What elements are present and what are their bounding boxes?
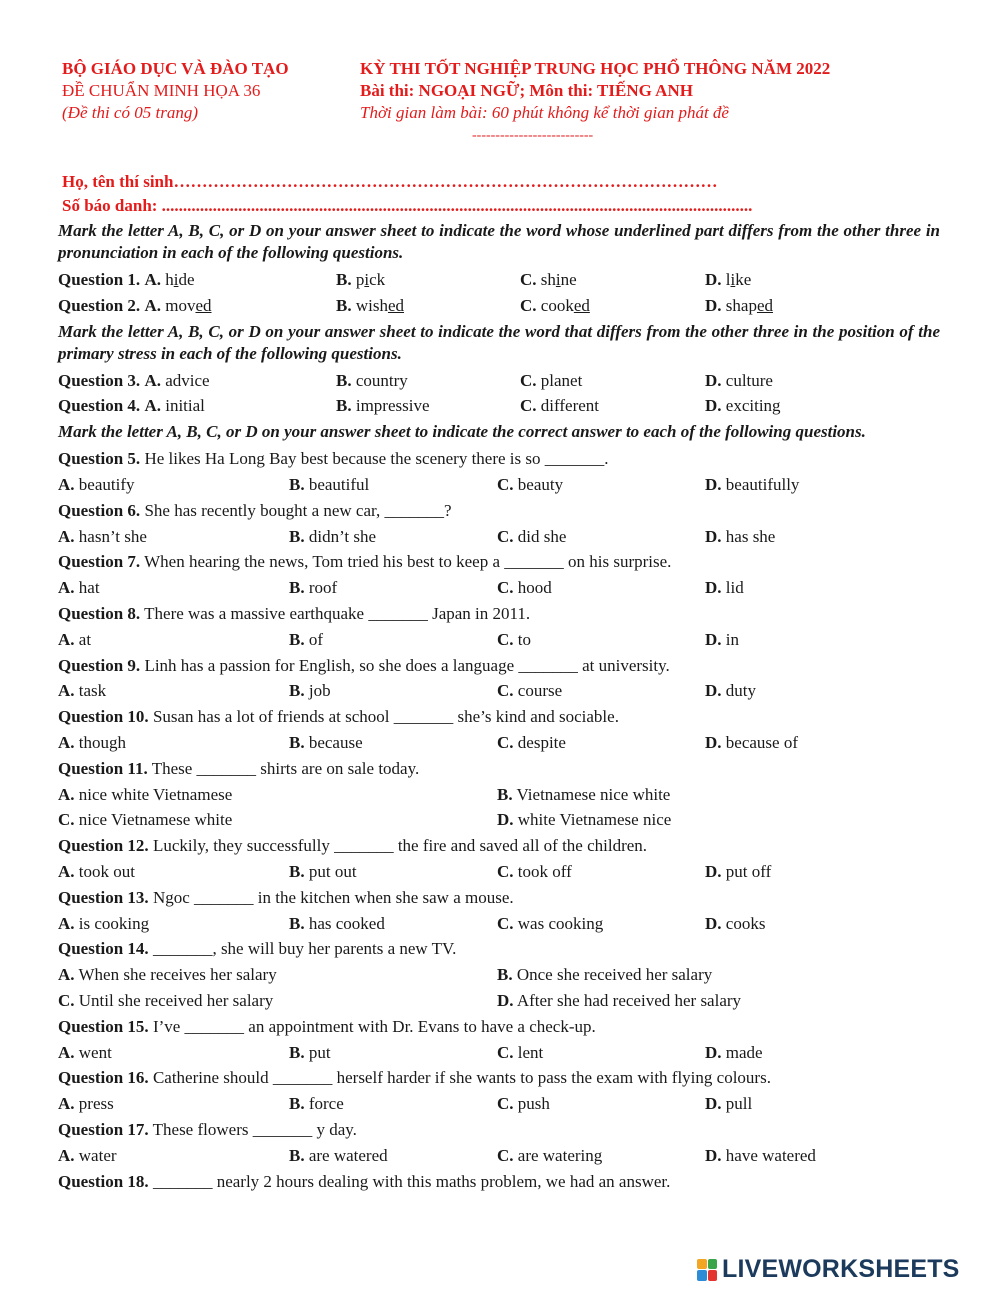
- option-d: [705, 730, 798, 756]
- question-13-options: [58, 911, 940, 937]
- question-4: Question 4. A. initial B. impressive C. different D. exciting: [58, 396, 781, 416]
- option-text: because of: [725, 732, 798, 752]
- option-c: [497, 575, 552, 601]
- underlined-part: ed: [387, 295, 405, 315]
- logo-icon: [697, 1259, 717, 1281]
- question-11-options-row2: [58, 807, 940, 833]
- option-text: of: [308, 629, 324, 649]
- option-letter: B.: [289, 1042, 305, 1062]
- option-c: [58, 807, 232, 833]
- option-a: [58, 678, 106, 704]
- option-text: went: [78, 1042, 112, 1062]
- question-text: I’ve _______ an appointment with Dr. Evans to have a check-up.: [152, 1016, 596, 1036]
- option-letter: A.: [58, 732, 75, 752]
- option-letter: C.: [497, 1094, 514, 1114]
- underlined-part: ed: [195, 295, 212, 315]
- option-text: press: [78, 1094, 114, 1114]
- option-d: [705, 472, 799, 498]
- subject-line: Bài thi: NGOẠI NGỮ; Môn thi: TIẾNG ANH: [360, 81, 693, 100]
- option-text: course: [517, 681, 563, 701]
- underlined-part: i: [555, 270, 561, 289]
- option-text: hat: [78, 578, 100, 598]
- option-letter: A.: [58, 861, 75, 881]
- question-text: He likes Ha Long Bay best because the scenery there is so _______.: [144, 449, 609, 469]
- option-a: [58, 472, 134, 498]
- question-number: Question 2.: [58, 295, 141, 315]
- option-text: made: [725, 1042, 763, 1062]
- option-letter: D.: [705, 578, 722, 598]
- option-a: [58, 911, 149, 937]
- option-letter: C.: [497, 578, 514, 598]
- header-separator: --------------------------: [472, 128, 594, 143]
- option-text: took out: [78, 861, 135, 881]
- option-letter: A.: [58, 629, 75, 649]
- question-text: Catherine should _______ herself harder if she wants to pass the exam with flying colours.: [152, 1068, 771, 1088]
- underlined-part: i: [730, 270, 736, 289]
- option-b: [289, 1143, 388, 1169]
- question-text: There was a massive earthquake _______ Japan in 2011.: [144, 603, 531, 623]
- option-letter: C.: [497, 629, 514, 649]
- option-a: [58, 1040, 112, 1066]
- option-text: because: [308, 732, 363, 752]
- question-7-stem: [58, 549, 940, 575]
- option-text: lent: [517, 1042, 544, 1062]
- option-letter: D.: [705, 913, 722, 933]
- option-c: [497, 524, 566, 550]
- option-text: duty: [725, 681, 757, 701]
- option-letter: C.: [497, 1042, 514, 1062]
- option-text: After she had received her salary: [516, 990, 742, 1010]
- question-6-stem: [58, 498, 940, 524]
- question-text: When hearing the news, Tom tried his best to keep a _______ on his surprise.: [144, 552, 672, 572]
- instruction-stress: Mark the letter A, B, C, or D on your answer sheet to indicate the word that differs from the other three in the position of the primary stress in each of the following questions.: [58, 321, 940, 363]
- option-text: roof: [308, 578, 338, 598]
- option-letter: B.: [289, 629, 305, 649]
- option-b: [497, 962, 712, 988]
- option-b: [289, 472, 369, 498]
- question-16-options: [58, 1091, 940, 1117]
- option-d: [705, 1091, 752, 1117]
- question-3: Question 3. A. advice B. country C. planet D. culture: [58, 370, 773, 390]
- option-b: [289, 678, 331, 704]
- option-letter: A.: [58, 578, 75, 598]
- option-letter: B.: [289, 861, 305, 881]
- candidate-name-line: Họ, tên thí sinh……………………………………………………………………………………: [62, 172, 718, 191]
- option-letter: C.: [497, 732, 514, 752]
- option-letter: A.: [58, 526, 75, 546]
- question-14-options-row2: [58, 988, 940, 1014]
- question-7-options: [58, 575, 940, 601]
- option-letter: B.: [289, 732, 305, 752]
- time-note: Thời gian làm bài: 60 phút không kể thời gian phát đề: [360, 103, 729, 122]
- option-letter: B.: [289, 1094, 305, 1114]
- option-text: beauty: [517, 474, 564, 494]
- question-16-stem: [58, 1065, 940, 1091]
- option-text: job: [308, 681, 331, 701]
- option-a: [58, 524, 147, 550]
- question-text: Susan has a lot of friends at school _______ she’s kind and sociable.: [152, 707, 619, 727]
- option-text: is cooking: [78, 913, 150, 933]
- option-text: though: [78, 732, 127, 752]
- option-letter: A.: [58, 965, 75, 985]
- option-text: beautifully: [725, 474, 800, 494]
- option-text: pull: [725, 1094, 753, 1114]
- option-b: [289, 1091, 344, 1117]
- question-number: Question 14.: [58, 939, 149, 959]
- option-text: has cooked: [308, 913, 385, 933]
- question-2: Question 2. A. moved B. wished C. cooked D. shaped: [58, 295, 773, 315]
- option-c: [497, 1143, 602, 1169]
- option-text: hasn’t she: [78, 526, 147, 546]
- question-10-stem: [58, 704, 940, 730]
- option-b: [289, 524, 376, 550]
- option-b: [497, 782, 670, 808]
- option-letter: B.: [497, 965, 513, 985]
- option-letter: A.: [58, 1145, 75, 1165]
- option-b: [289, 575, 337, 601]
- question-10-options: [58, 730, 940, 756]
- option-d: [705, 627, 739, 653]
- option-d: [705, 911, 765, 937]
- option-letter: A.: [58, 1042, 75, 1062]
- option-text: despite: [517, 732, 566, 752]
- option-text: to: [517, 629, 532, 649]
- option-text: put out: [308, 861, 357, 881]
- option-letter: C.: [58, 990, 75, 1010]
- option-letter: B.: [289, 681, 305, 701]
- question-18-stem: [58, 1169, 940, 1195]
- question-12-options: [58, 859, 940, 885]
- option-letter: A.: [58, 913, 75, 933]
- option-d: [497, 988, 741, 1014]
- question-number: Question 1.: [58, 270, 141, 289]
- question-number: Question 7.: [58, 552, 141, 572]
- question-number: Question 4.: [58, 396, 141, 416]
- liveworksheets-logo: [697, 1255, 960, 1284]
- option-text: Until she received her salary: [78, 990, 274, 1010]
- option-letter: C.: [58, 810, 75, 830]
- option-text: didn’t she: [308, 526, 377, 546]
- question-text: _______ nearly 2 hours dealing with this maths problem, we had an answer.: [152, 1171, 671, 1191]
- question-17-options: [58, 1143, 940, 1169]
- question-text: She has recently bought a new car, _______?: [144, 500, 452, 520]
- option-b: [289, 627, 323, 653]
- exam-title: KỲ THI TỐT NGHIỆP TRUNG HỌC PHỔ THÔNG NĂM 2022: [360, 59, 831, 78]
- option-letter: C.: [497, 913, 514, 933]
- question-number: Question 17.: [58, 1119, 149, 1139]
- option-letter: A.: [58, 1094, 75, 1114]
- option-c: [497, 730, 566, 756]
- option-letter: C.: [497, 1145, 514, 1165]
- option-c: [497, 859, 572, 885]
- question-number: Question 13.: [58, 887, 149, 907]
- question-text: Ngoc _______ in the kitchen when she saw a mouse.: [152, 887, 514, 907]
- option-c: [497, 1040, 543, 1066]
- question-text: These _______ shirts are on sale today.: [151, 758, 420, 778]
- option-text: beautify: [78, 474, 135, 494]
- question-11-options-row1: [58, 782, 940, 808]
- logo-text: LIVEWORKSHEETS: [722, 1255, 960, 1283]
- underlined-part: i: [364, 270, 370, 289]
- option-a: [58, 1143, 117, 1169]
- option-text: water: [78, 1145, 117, 1165]
- option-letter: C.: [497, 861, 514, 881]
- option-b: [289, 1040, 331, 1066]
- exam-header: [62, 58, 942, 124]
- question-number: Question 8.: [58, 603, 141, 623]
- option-c: [497, 472, 563, 498]
- question-number: Question 5.: [58, 449, 141, 469]
- option-a: [58, 782, 232, 808]
- question-text: Linh has a passion for English, so she does a language _______ at university.: [144, 655, 670, 675]
- question-1: Question 1. A. hide B. pick C. shine D. like: [58, 270, 752, 289]
- underlined-part: ed: [573, 295, 590, 315]
- question-number: Question 15.: [58, 1016, 149, 1036]
- question-text: Luckily, they successfully _______ the fire and saved all of the children.: [152, 836, 648, 856]
- underlined-part: ed: [756, 295, 773, 315]
- option-a: [58, 575, 100, 601]
- candidate-id-line: Số báo danh: ...........................................................................................................................................: [62, 196, 753, 215]
- option-letter: C.: [497, 681, 514, 701]
- option-text: task: [78, 681, 107, 701]
- question-12-stem: [58, 833, 940, 859]
- question-8-options: [58, 627, 940, 653]
- underlined-part: i: [173, 270, 179, 289]
- option-text: push: [517, 1094, 550, 1114]
- instruction-correct-answer: Mark the letter A, B, C, or D on your answer sheet to indicate the correct answer to each of the following questions.: [58, 422, 866, 442]
- option-letter: D.: [497, 810, 514, 830]
- option-text: lid: [725, 578, 744, 598]
- question-11-stem: [58, 756, 940, 782]
- option-text: beautiful: [308, 474, 370, 494]
- option-a: [58, 1091, 114, 1117]
- option-text: did she: [517, 526, 567, 546]
- option-d: [497, 807, 671, 833]
- option-letter: C.: [497, 526, 514, 546]
- question-text: _______, she will buy her parents a new TV.: [152, 939, 457, 959]
- option-letter: B.: [497, 784, 513, 804]
- option-letter: D.: [705, 1094, 722, 1114]
- option-text: in: [725, 629, 740, 649]
- question-14-options-row1: [58, 962, 940, 988]
- question-number: Question 6.: [58, 500, 141, 520]
- exam-content: [58, 218, 940, 1194]
- option-a: [58, 730, 126, 756]
- option-text: Once she received her salary: [516, 965, 713, 985]
- question-15-stem: [58, 1014, 940, 1040]
- option-text: took off: [517, 861, 572, 881]
- option-letter: D.: [705, 1145, 722, 1165]
- option-letter: C.: [497, 474, 514, 494]
- option-text: force: [308, 1094, 344, 1114]
- option-text: was cooking: [517, 913, 604, 933]
- question-text: These flowers _______ y day.: [152, 1119, 357, 1139]
- option-text: white Vietnamese nice: [517, 810, 672, 830]
- question-15-options: [58, 1040, 940, 1066]
- option-c: [497, 627, 531, 653]
- instruction-pronunciation: Mark the letter A, B, C, or D on your answer sheet to indicate the word whose underlined part differs from the other three in pronunciation in each of the following questions.: [58, 221, 940, 262]
- question-9-options: [58, 678, 940, 704]
- option-letter: A.: [58, 681, 75, 701]
- option-letter: B.: [289, 526, 305, 546]
- question-number: Question 18.: [58, 1171, 149, 1191]
- option-d: [705, 678, 756, 704]
- option-letter: B.: [289, 578, 305, 598]
- option-d: [705, 1143, 816, 1169]
- option-letter: A.: [58, 474, 75, 494]
- option-letter: D.: [705, 861, 722, 881]
- option-letter: D.: [705, 1042, 722, 1062]
- option-letter: B.: [289, 474, 305, 494]
- option-d: [705, 1040, 763, 1066]
- option-c: [497, 911, 603, 937]
- pages-note: (Đề thi có 05 trang): [62, 103, 198, 122]
- option-text: has she: [725, 526, 776, 546]
- ministry-title: BỘ GIÁO DỤC VÀ ĐÀO TẠO: [62, 59, 289, 78]
- option-letter: D.: [497, 990, 514, 1010]
- option-text: Vietnamese nice white: [516, 784, 671, 804]
- option-text: hood: [517, 578, 552, 598]
- question-13-stem: [58, 885, 940, 911]
- question-6-options: [58, 524, 940, 550]
- option-text: are watered: [308, 1145, 388, 1165]
- option-text: nice Vietnamese white: [78, 810, 233, 830]
- question-8-stem: [58, 601, 940, 627]
- option-text: nice white Vietnamese: [78, 784, 233, 804]
- question-number: Question 16.: [58, 1068, 149, 1088]
- option-a: [58, 627, 91, 653]
- option-letter: B.: [289, 1145, 305, 1165]
- option-b: [289, 730, 363, 756]
- option-c: [58, 988, 273, 1014]
- option-text: at: [78, 629, 92, 649]
- option-text: are watering: [517, 1145, 603, 1165]
- question-number: Question 12.: [58, 836, 149, 856]
- option-text: have watered: [725, 1145, 816, 1165]
- option-letter: B.: [289, 913, 305, 933]
- option-letter: D.: [705, 474, 722, 494]
- question-9-stem: [58, 653, 940, 679]
- option-letter: D.: [705, 681, 722, 701]
- question-number: Question 10.: [58, 707, 149, 727]
- option-d: [705, 575, 744, 601]
- paper-code: ĐỀ CHUẨN MINH HỌA 36: [62, 81, 261, 100]
- option-text: put off: [725, 861, 772, 881]
- option-letter: A.: [58, 784, 75, 804]
- option-letter: D.: [705, 629, 722, 649]
- question-number: Question 9.: [58, 655, 141, 675]
- option-c: [497, 1091, 550, 1117]
- option-b: [289, 859, 357, 885]
- option-b: [289, 911, 385, 937]
- question-number: Question 3.: [58, 370, 141, 390]
- option-a: [58, 962, 277, 988]
- option-letter: D.: [705, 732, 722, 752]
- question-5-stem: [58, 446, 940, 472]
- option-d: [705, 859, 771, 885]
- option-text: put: [308, 1042, 331, 1062]
- question-14-stem: [58, 936, 940, 962]
- option-letter: D.: [705, 526, 722, 546]
- question-17-stem: [58, 1117, 940, 1143]
- option-text: cooks: [725, 913, 766, 933]
- question-5-options: [58, 472, 940, 498]
- option-text: When she receives her salary: [78, 965, 277, 985]
- option-a: [58, 859, 135, 885]
- option-d: [705, 524, 775, 550]
- question-number: Question 11.: [58, 758, 148, 778]
- option-c: [497, 678, 562, 704]
